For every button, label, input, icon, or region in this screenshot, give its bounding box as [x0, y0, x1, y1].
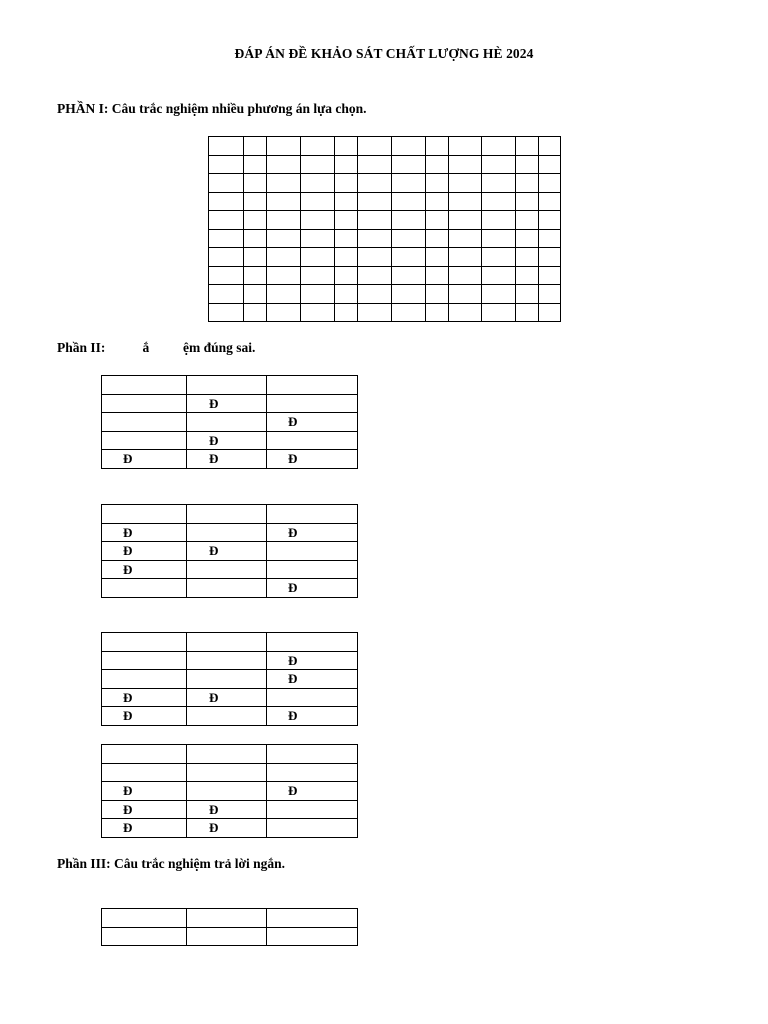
table-cell [335, 285, 358, 304]
table-cell [209, 229, 244, 248]
table-row [102, 431, 358, 450]
table-cell [449, 285, 482, 304]
table-cell [426, 192, 449, 211]
answer-cell [187, 505, 267, 524]
table-cell [301, 248, 335, 267]
table-row [209, 248, 561, 267]
table-cell [244, 155, 267, 174]
table-cell [267, 174, 301, 193]
table-cell [539, 137, 561, 156]
table-cell [539, 155, 561, 174]
table-row [102, 909, 358, 928]
table-cell [301, 211, 335, 230]
table-cell [244, 192, 267, 211]
table-row [209, 137, 561, 156]
table-row [209, 192, 561, 211]
answer-cell [102, 413, 187, 432]
answer-cell [102, 394, 187, 413]
table-cell [335, 137, 358, 156]
table-cell [482, 155, 516, 174]
table-cell [267, 155, 301, 174]
part2-answer-table [101, 504, 358, 598]
table-cell [267, 211, 301, 230]
table-row [209, 285, 561, 304]
part2-heading: Phần II: ắ ệm đúng sai. [57, 340, 256, 355]
table-row [102, 819, 358, 838]
answer-cell [187, 782, 267, 801]
answer-cell [102, 579, 187, 598]
table-cell [267, 248, 301, 267]
table-cell [539, 211, 561, 230]
table-cell [358, 155, 392, 174]
table-row [102, 670, 358, 689]
table-cell [449, 155, 482, 174]
table-cell [539, 248, 561, 267]
table-row [102, 523, 358, 542]
table-cell [209, 192, 244, 211]
answer-cell: Đ [187, 688, 267, 707]
table-cell [209, 137, 244, 156]
answer-cell [187, 376, 267, 395]
table-cell [301, 303, 335, 322]
table-cell [335, 211, 358, 230]
answer-cell [187, 560, 267, 579]
table-cell [244, 137, 267, 156]
answer-cell: Đ [102, 707, 187, 726]
table-cell [516, 192, 539, 211]
table-cell [426, 137, 449, 156]
table-cell [449, 211, 482, 230]
table-cell [516, 211, 539, 230]
table-cell [482, 303, 516, 322]
table-cell [335, 192, 358, 211]
table-cell [539, 174, 561, 193]
table-cell [392, 229, 426, 248]
table-cell [209, 174, 244, 193]
table-row [102, 394, 358, 413]
answer-cell: Đ [187, 800, 267, 819]
table-cell [335, 229, 358, 248]
answer-cell: Đ [187, 394, 267, 413]
table-cell [426, 303, 449, 322]
answer-cell [102, 651, 187, 670]
table-cell [301, 137, 335, 156]
part2-answer-table [101, 744, 358, 838]
answer-cell [102, 927, 187, 946]
table-cell [267, 303, 301, 322]
table-cell [358, 211, 392, 230]
answer-cell: Đ [267, 450, 358, 469]
table-cell [335, 303, 358, 322]
table-cell [209, 285, 244, 304]
table-cell [449, 229, 482, 248]
table-cell [392, 192, 426, 211]
table-cell [267, 266, 301, 285]
table-cell [449, 248, 482, 267]
table-cell [392, 137, 426, 156]
answer-cell: Đ [187, 431, 267, 450]
table-row [102, 651, 358, 670]
table-cell [426, 155, 449, 174]
answer-cell: Đ [267, 413, 358, 432]
table-cell [244, 174, 267, 193]
answer-cell [102, 763, 187, 782]
table-cell [449, 137, 482, 156]
answer-cell [187, 579, 267, 598]
table-row [102, 560, 358, 579]
table-cell [516, 266, 539, 285]
answer-cell [267, 800, 358, 819]
answer-cell: Đ [102, 450, 187, 469]
table-row [102, 763, 358, 782]
table-cell [267, 229, 301, 248]
answer-cell [102, 745, 187, 764]
table-cell [301, 192, 335, 211]
table-cell [482, 137, 516, 156]
answer-cell [267, 745, 358, 764]
table-cell [482, 248, 516, 267]
table-cell [426, 229, 449, 248]
table-cell [539, 192, 561, 211]
answer-cell: Đ [267, 651, 358, 670]
table-row [102, 633, 358, 652]
part3-answer-table [101, 908, 358, 946]
part2-answer-table [101, 375, 358, 469]
table-cell [516, 137, 539, 156]
answer-cell: Đ [267, 579, 358, 598]
table-cell [358, 248, 392, 267]
table-cell [301, 285, 335, 304]
table-cell [482, 266, 516, 285]
table-row [102, 927, 358, 946]
table-cell [392, 303, 426, 322]
table-row [102, 376, 358, 395]
table-cell [358, 303, 392, 322]
table-cell [335, 155, 358, 174]
answer-cell: Đ [187, 450, 267, 469]
table-row [102, 505, 358, 524]
table-row [209, 174, 561, 193]
table-cell [482, 211, 516, 230]
answer-cell [102, 670, 187, 689]
answer-cell [267, 560, 358, 579]
answer-cell: Đ [102, 542, 187, 561]
table-cell [209, 211, 244, 230]
table-row [102, 745, 358, 764]
answer-cell [102, 633, 187, 652]
answer-cell [267, 819, 358, 838]
table-cell [209, 248, 244, 267]
table-cell [358, 285, 392, 304]
table-cell [244, 229, 267, 248]
table-cell [301, 155, 335, 174]
table-cell [244, 266, 267, 285]
part3-heading: Phần III: Câu trắc nghiệm trả lời ngắn. [57, 856, 285, 871]
table-cell [426, 248, 449, 267]
table-cell [482, 192, 516, 211]
table-cell [539, 266, 561, 285]
table-cell [539, 285, 561, 304]
table-cell [358, 137, 392, 156]
answer-cell [187, 707, 267, 726]
answer-cell: Đ [102, 819, 187, 838]
answer-cell: Đ [267, 707, 358, 726]
table-cell [358, 192, 392, 211]
table-cell [516, 303, 539, 322]
table-row [209, 266, 561, 285]
answer-cell [267, 688, 358, 707]
answer-cell [187, 651, 267, 670]
answer-cell: Đ [102, 560, 187, 579]
answer-cell [102, 909, 187, 928]
table-row [102, 800, 358, 819]
table-row [209, 229, 561, 248]
table-cell [449, 266, 482, 285]
table-row [102, 688, 358, 707]
table-cell [244, 285, 267, 304]
table-row [209, 303, 561, 322]
answer-cell [267, 633, 358, 652]
answer-cell [267, 376, 358, 395]
table-row [102, 450, 358, 469]
table-cell [335, 248, 358, 267]
table-cell [426, 285, 449, 304]
table-cell [482, 174, 516, 193]
table-cell [392, 285, 426, 304]
table-cell [449, 174, 482, 193]
table-row [209, 211, 561, 230]
page-title: ĐÁP ÁN ĐỀ KHẢO SÁT CHẤT LƯỢNG HÈ 2024 [234, 46, 534, 61]
part1-heading: PHẦN I: Câu trắc nghiệm nhiều phương án lựa chọn. [57, 101, 367, 116]
table-cell [539, 303, 561, 322]
answer-cell [187, 633, 267, 652]
table-cell [301, 229, 335, 248]
table-row [102, 579, 358, 598]
answer-cell [267, 763, 358, 782]
table-cell [392, 211, 426, 230]
answer-cell [187, 670, 267, 689]
table-cell [335, 266, 358, 285]
table-cell [516, 174, 539, 193]
part2-answer-table [101, 632, 358, 726]
table-cell [267, 137, 301, 156]
answer-cell: Đ [102, 800, 187, 819]
table-cell [516, 248, 539, 267]
answer-cell [187, 413, 267, 432]
table-cell [392, 155, 426, 174]
table-cell [244, 303, 267, 322]
answer-cell: Đ [267, 782, 358, 801]
table-cell [392, 266, 426, 285]
table-cell [267, 192, 301, 211]
table-row [209, 155, 561, 174]
answer-cell: Đ [187, 819, 267, 838]
table-cell [335, 174, 358, 193]
table-cell [449, 192, 482, 211]
answer-cell [102, 505, 187, 524]
table-cell [358, 266, 392, 285]
table-cell [209, 266, 244, 285]
table-cell [267, 285, 301, 304]
table-row [102, 707, 358, 726]
answer-cell [102, 431, 187, 450]
answer-cell: Đ [267, 670, 358, 689]
answer-cell: Đ [267, 523, 358, 542]
answer-cell [187, 927, 267, 946]
table-cell [449, 303, 482, 322]
table-cell [301, 174, 335, 193]
table-cell [539, 229, 561, 248]
table-cell [426, 174, 449, 193]
table-cell [482, 229, 516, 248]
answer-cell [187, 745, 267, 764]
answer-cell: Đ [187, 542, 267, 561]
answer-cell [267, 394, 358, 413]
answer-cell [267, 505, 358, 524]
answer-cell [267, 909, 358, 928]
answer-cell [267, 542, 358, 561]
table-cell [209, 303, 244, 322]
part1-answer-table [208, 136, 561, 322]
table-cell [244, 211, 267, 230]
table-row [102, 413, 358, 432]
table-cell [426, 266, 449, 285]
answer-cell [102, 376, 187, 395]
table-row [102, 782, 358, 801]
table-cell [482, 285, 516, 304]
table-cell [516, 229, 539, 248]
table-cell [209, 155, 244, 174]
table-cell [516, 155, 539, 174]
table-cell [426, 211, 449, 230]
answer-cell [267, 431, 358, 450]
table-cell [392, 174, 426, 193]
answer-cell [187, 763, 267, 782]
table-row [102, 542, 358, 561]
table-cell [244, 248, 267, 267]
table-cell [516, 285, 539, 304]
table-cell [358, 174, 392, 193]
answer-cell [187, 523, 267, 542]
answer-cell [187, 909, 267, 928]
answer-cell: Đ [102, 688, 187, 707]
answer-cell [267, 927, 358, 946]
answer-cell: Đ [102, 523, 187, 542]
table-cell [301, 266, 335, 285]
table-cell [358, 229, 392, 248]
answer-cell: Đ [102, 782, 187, 801]
table-cell [392, 248, 426, 267]
